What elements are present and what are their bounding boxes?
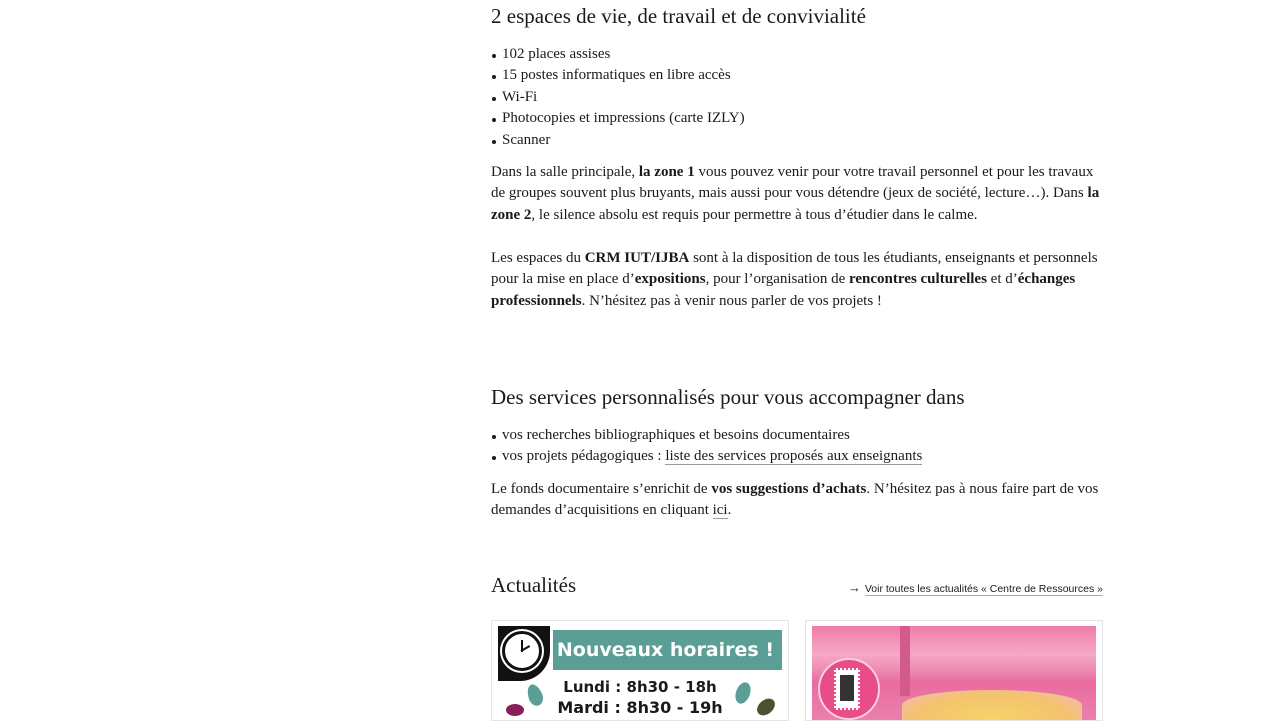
list-item: 15 postes informatiques en libre accès bbox=[491, 65, 1103, 86]
decor-drop bbox=[506, 704, 524, 716]
paragraph-suggestions: Le fonds documentaire s’enrichit de vos suggestions d’achats. N’hésitez pas à nous faire part de vos demandes d’acquisitions en cliquant ici. bbox=[491, 481, 1099, 519]
list-item: Wi-Fi bbox=[491, 87, 1103, 108]
acquisitions-link[interactable]: ici bbox=[712, 502, 728, 519]
yellow-arc bbox=[902, 690, 1082, 720]
clock-icon bbox=[502, 631, 542, 671]
list-item: Scanner bbox=[491, 130, 1103, 151]
hours-line-2: Mardi : 8h30 - 19h bbox=[557, 698, 723, 717]
arrow-right-icon: → bbox=[847, 580, 861, 595]
features-list bbox=[491, 44, 1103, 151]
all-news bbox=[848, 580, 1103, 595]
list-item: vos recherches bibliographiques et besoins documentaires bbox=[491, 425, 1103, 446]
section-title-services: Des services personnalisés pour vous accompagner dans bbox=[491, 385, 965, 409]
list-item: vos projets pédagogiques : liste des services proposés aux enseignants bbox=[491, 446, 1103, 467]
news-image-horaires bbox=[498, 626, 782, 720]
paragraph-espaces: Les espaces du CRM IUT/IJBA sont à la disposition de tous les étudiants, enseignants et personnels pour la mise en place d’expositions, pour l’organisation de rencontres culturelles et d’échanges professionnels. N’hésitez pas à venir nous parler de vos projets ! bbox=[491, 250, 1098, 309]
section-title-espaces: 2 espaces de vie, de travail et de convivialité bbox=[491, 4, 866, 28]
news-title: Actualités bbox=[491, 573, 577, 597]
stamp-icon bbox=[834, 668, 860, 710]
list-item: 102 places assises bbox=[491, 44, 1103, 65]
paragraph-zones: Dans la salle principale, la zone 1 vous pouvez venir pour votre travail personnel et pour les travaux de groupes souvent plus bruyants, mais aussi pour vous détendre (jeux de société, lecture…). Dans la zone 2, le silence absolu est requis pour permettre à tous d’étudier dans le calme. bbox=[491, 164, 1100, 223]
news-card-horaires[interactable] bbox=[491, 620, 789, 721]
news-header bbox=[491, 570, 1103, 600]
news-image-event bbox=[812, 626, 1096, 720]
teacher-services-link[interactable]: liste des services proposés aux enseignants bbox=[665, 448, 923, 465]
services-list bbox=[491, 425, 1103, 468]
news-card-event[interactable] bbox=[805, 620, 1103, 721]
banner: Nouveaux horaires ! bbox=[553, 630, 782, 670]
list-item: Photocopies et impressions (carte IZLY) bbox=[491, 108, 1103, 129]
hours-line-1: Lundi : 8h30 - 18h bbox=[563, 678, 717, 696]
tree-trunk bbox=[900, 626, 910, 696]
all-news-link[interactable]: Voir toutes les actualités « Centre de Ressources » bbox=[864, 583, 1103, 595]
